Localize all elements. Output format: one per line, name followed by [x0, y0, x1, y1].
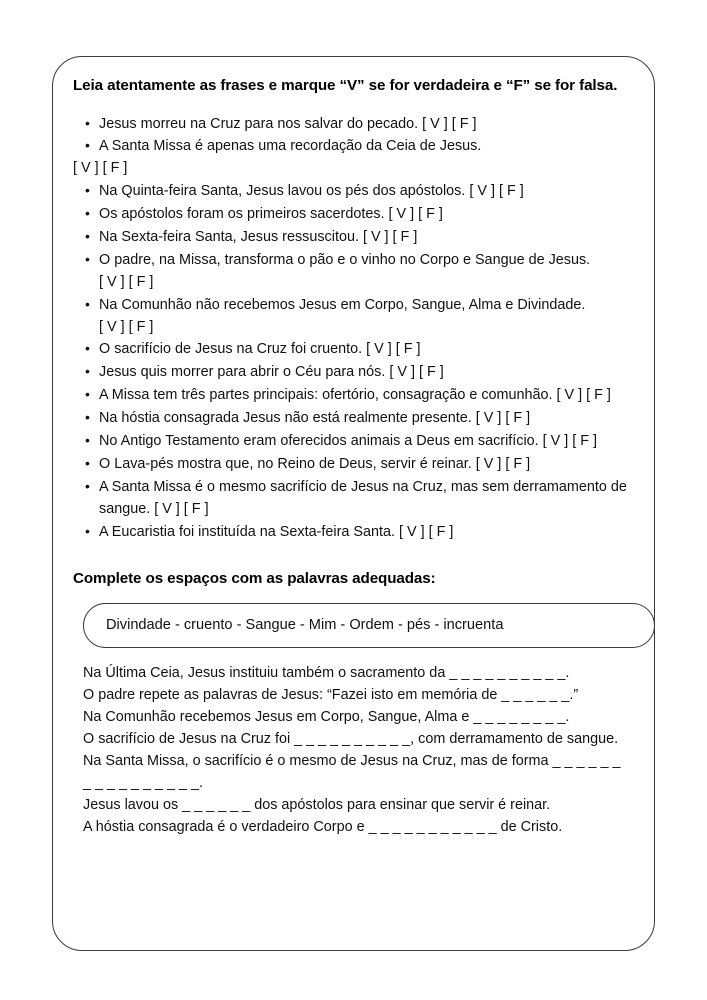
- true-false-statement: Na hóstia consagrada Jesus não está realmente presente.: [99, 410, 472, 427]
- true-false-marks[interactable]: [ V ] [ F ]: [99, 273, 154, 290]
- fill-in-line[interactable]: Na Comunhão recebemos Jesus em Corpo, Sangue, Alma e _ _ _ _ _ _ _ _.: [83, 709, 570, 726]
- true-false-item: [73, 454, 634, 476]
- worksheet-card: [52, 56, 655, 951]
- true-false-marks[interactable]: [ V ] [ F ]: [469, 183, 524, 200]
- fill-in-line[interactable]: O sacrifício de Jesus na Cruz foi _ _ _ _ _ _ _ _ _ _, com derramamento de sangue.: [83, 731, 619, 748]
- true-false-heading: Leia atentamente as frases e marque “V” se for verdadeira e “F” se for falsa.: [73, 77, 618, 94]
- word-bank: Divindade - cruento - Sangue - Mim - Ordem - pés - incruenta: [83, 603, 655, 648]
- true-false-statement: O Lava-pés mostra que, no Reino de Deus, servir é reinar.: [99, 455, 472, 472]
- fill-in-line[interactable]: Na Santa Missa, o sacrifício é o mesmo de Jesus na Cruz, mas de forma _ _ _ _ _ _ _ _ _ _ _ _ _ _ _ _.: [83, 753, 621, 792]
- true-false-item: [73, 477, 634, 521]
- true-false-section: [73, 114, 634, 544]
- true-false-statement: Jesus morreu na Cruz para nos salvar do pecado.: [99, 115, 419, 132]
- true-false-marks[interactable]: [ V ] [ F ]: [366, 341, 421, 358]
- true-false-marks[interactable]: [ V ] [ F ]: [73, 160, 128, 177]
- true-false-marks[interactable]: [ V ] [ F ]: [99, 318, 154, 335]
- complete-heading: Complete os espaços com as palavras adequadas:: [73, 569, 436, 587]
- true-false-item: [73, 114, 634, 136]
- true-false-marks[interactable]: [ V ] [ F ]: [542, 433, 598, 450]
- true-false-statement: A Missa tem três partes principais: ofertório, consagração e comunhão.: [99, 387, 553, 404]
- true-false-marks[interactable]: [ V ] [ F ]: [154, 500, 209, 517]
- true-false-statement: A Santa Missa é apenas uma recordação da Ceia de Jesus.: [99, 138, 482, 155]
- true-false-marks[interactable]: [ V ] [ F ]: [362, 229, 418, 246]
- true-false-item: [73, 522, 634, 544]
- true-false-statement: A Santa Missa é o mesmo sacrifício de Jesus na Cruz, mas sem derramamento de sangue.: [99, 478, 627, 517]
- true-false-item: [73, 136, 634, 180]
- fill-in-line[interactable]: A hóstia consagrada é o verdadeiro Corpo e _ _ _ _ _ _ _ _ _ _ _ de Cristo.: [83, 819, 563, 836]
- true-false-statement: No Antigo Testamento eram oferecidos animais a Deus em sacrifício.: [99, 433, 539, 450]
- true-false-marks[interactable]: [ V ] [ F ]: [388, 206, 443, 223]
- true-false-item: [73, 385, 634, 407]
- true-false-statement: Os apóstolos foram os primeiros sacerdotes.: [99, 206, 385, 223]
- true-false-marks[interactable]: [ V ] [ F ]: [475, 455, 531, 472]
- true-false-marks[interactable]: [ V ] [ F ]: [556, 387, 611, 404]
- true-false-item: [73, 204, 634, 226]
- true-false-marks[interactable]: [ V ] [ F ]: [422, 115, 477, 132]
- true-false-item: [73, 408, 634, 430]
- fill-in-line[interactable]: Jesus lavou os _ _ _ _ _ _ dos apóstolos para ensinar que servir é reinar.: [83, 797, 551, 814]
- true-false-item: [73, 431, 634, 453]
- true-false-item: [73, 227, 634, 249]
- true-false-item: [73, 295, 634, 339]
- fill-in-line[interactable]: O padre repete as palavras de Jesus: “Fazei isto em memória de _ _ _ _ _ _.”: [83, 687, 579, 704]
- true-false-item: [73, 250, 634, 294]
- true-false-statement: Na Comunhão não recebemos Jesus em Corpo, Sangue, Alma e Divindade.: [99, 296, 586, 313]
- true-false-marks[interactable]: [ V ] [ F ]: [475, 410, 531, 427]
- true-false-statement: A Eucaristia foi instituída na Sexta-feira Santa.: [99, 523, 395, 540]
- true-false-item: [73, 339, 634, 361]
- true-false-list: [73, 114, 634, 544]
- true-false-item: [73, 362, 634, 384]
- true-false-statement: Na Quinta-feira Santa, Jesus lavou os pés dos apóstolos.: [99, 183, 466, 200]
- true-false-statement: O padre, na Missa, transforma o pão e o vinho no Corpo e Sangue de Jesus.: [99, 251, 591, 268]
- fill-in-the-blanks-section: [73, 662, 634, 838]
- true-false-item: [73, 181, 634, 203]
- true-false-marks[interactable]: [ V ] [ F ]: [389, 364, 444, 381]
- true-false-marks[interactable]: [ V ] [ F ]: [398, 523, 454, 540]
- true-false-statement: O sacrifício de Jesus na Cruz foi cruento.: [99, 341, 363, 358]
- true-false-statement: Na Sexta-feira Santa, Jesus ressuscitou.: [99, 229, 359, 246]
- fill-in-line[interactable]: Na Última Ceia, Jesus instituiu também o sacramento da _ _ _ _ _ _ _ _ _ _.: [83, 665, 570, 682]
- true-false-statement: Jesus quis morrer para abrir o Céu para nós.: [99, 364, 386, 381]
